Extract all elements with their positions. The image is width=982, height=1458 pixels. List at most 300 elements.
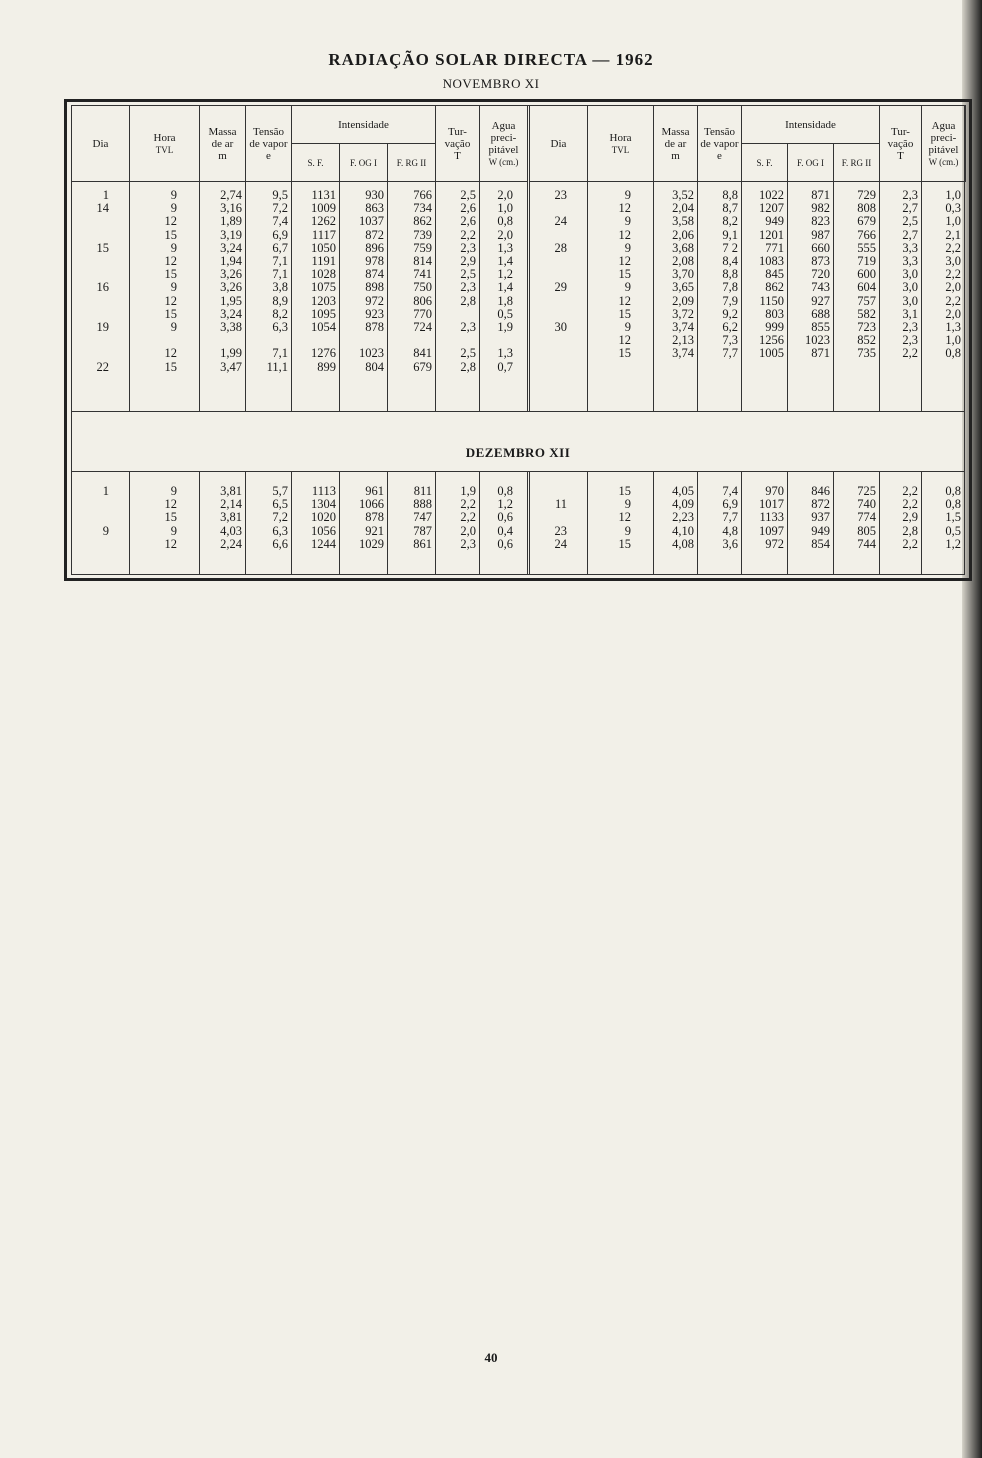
table-cell: 600	[857, 267, 876, 282]
table-cell: 978	[365, 254, 384, 269]
table-cell: 9	[624, 497, 631, 512]
table-cell: 15	[164, 227, 177, 242]
table-cell: 1022	[759, 188, 784, 202]
table-cell: 4,03	[220, 523, 242, 538]
table-cell: 3,72	[672, 306, 694, 321]
table-cell: 6,3	[272, 320, 288, 335]
table-row	[71, 268, 527, 281]
table-cell: 774	[857, 510, 876, 525]
table-cell: 899	[317, 359, 336, 374]
dezembro-right-table	[529, 485, 965, 551]
table-cell: 688	[811, 306, 830, 321]
table-row	[529, 189, 965, 202]
table-cell: 735	[857, 346, 876, 361]
half-divider	[527, 472, 528, 575]
table-cell: 3,19	[220, 227, 242, 242]
table-cell: 862	[765, 280, 784, 295]
table-cell: 2,0	[945, 306, 961, 321]
table-cell: 1201	[759, 227, 784, 242]
table-cell: 0,5	[945, 523, 961, 538]
table-cell: 2,2	[945, 293, 961, 308]
table-cell: 4,08	[672, 536, 694, 551]
table-cell	[529, 229, 587, 242]
table-row	[71, 281, 527, 294]
table-cell	[71, 334, 129, 347]
table-cell	[129, 334, 199, 347]
table-cell: 1020	[311, 510, 336, 525]
table-cell: 0,3	[945, 201, 961, 216]
table-cell: 9	[624, 280, 631, 295]
header-agua: Agua preci- pitável W (cm.)	[480, 106, 528, 182]
table-cell: 15	[164, 359, 177, 374]
table-cell	[71, 255, 129, 268]
table-row	[529, 202, 965, 215]
table-cell: 1304	[311, 497, 336, 512]
header-frg: F. RG II	[834, 144, 880, 182]
table-cell: 6,6	[272, 536, 288, 551]
table-cell: 2,23	[672, 510, 694, 525]
table-cell: 930	[365, 188, 384, 202]
table-cell: 1262	[311, 214, 336, 229]
header-hora: Hora TVL	[588, 106, 654, 182]
table-cell: 1,95	[220, 293, 242, 308]
table-cell: 9	[624, 320, 631, 335]
table-cell: 2,7	[902, 227, 918, 242]
table-cell: 2,2	[460, 497, 476, 512]
section-rule	[71, 411, 965, 412]
table-row	[529, 295, 965, 308]
table-cell: 872	[365, 227, 384, 242]
table-cell: 741	[413, 267, 432, 282]
table-cell: 1,94	[220, 254, 242, 269]
table-row	[529, 538, 965, 551]
table-cell: 8,8	[722, 188, 738, 202]
table-row	[71, 347, 527, 360]
table-cell: 3,26	[220, 267, 242, 282]
table-cell: 878	[365, 510, 384, 525]
header-turvacao: Tur- vação T	[436, 106, 480, 182]
table-cell: 770	[413, 306, 432, 321]
table-row	[529, 308, 965, 321]
table-cell: 6,9	[722, 497, 738, 512]
table-cell: 28	[554, 240, 567, 255]
table-cell: 7,1	[272, 254, 288, 269]
table-cell: 15	[164, 267, 177, 282]
table-cell: 808	[857, 201, 876, 216]
dezembro-left-table	[71, 485, 527, 551]
table-cell: 2,24	[220, 536, 242, 551]
table-cell: 3,3	[902, 240, 918, 255]
table-cell: 921	[365, 523, 384, 538]
table-cell: 729	[857, 188, 876, 202]
table-cell: 2,2	[902, 497, 918, 512]
table-cell: 2,8	[460, 293, 476, 308]
table-cell: 1,4	[497, 254, 513, 269]
table-cell: 862	[413, 214, 432, 229]
table-cell: 2,5	[460, 346, 476, 361]
table-cell: 8,4	[722, 254, 738, 269]
month-title-dezembro: DEZEMBRO XII	[465, 445, 571, 460]
header-tensao: Tensão de vapor e	[698, 106, 742, 182]
table-cell: 3,38	[220, 320, 242, 335]
table-cell: 878	[365, 320, 384, 335]
table-row	[529, 511, 965, 524]
table-cell: 766	[857, 227, 876, 242]
table-cell: 7,1	[272, 346, 288, 361]
table-cell: 4,10	[672, 523, 694, 538]
table-cell: 787	[413, 523, 432, 538]
table-row	[529, 229, 965, 242]
table-cell: 23	[554, 523, 567, 538]
table-cell: 871	[811, 188, 830, 202]
table-cell: 2,04	[672, 201, 694, 216]
table-cell: 2,3	[902, 320, 918, 335]
header-sf: S. F.	[292, 144, 340, 182]
header-fog: F. OG I	[788, 144, 834, 182]
page-number: 40	[484, 1350, 498, 1365]
table-cell	[71, 538, 129, 551]
table-cell: 660	[811, 240, 830, 255]
table-cell: 9,5	[272, 188, 288, 202]
table-cell: 845	[765, 267, 784, 282]
table-cell: 757	[857, 293, 876, 308]
month-title-novembro: NOVEMBRO XI	[442, 76, 540, 91]
table-cell: 24	[554, 214, 567, 229]
table-cell: 2,08	[672, 254, 694, 269]
table-cell: 9	[102, 523, 109, 538]
header-fog: F. OG I	[340, 144, 388, 182]
table-cell: 1133	[759, 510, 784, 525]
table-row	[71, 242, 527, 255]
table-cell	[529, 511, 587, 524]
table-cell: 604	[857, 280, 876, 295]
table-row	[71, 485, 527, 498]
table-cell: 743	[811, 280, 830, 295]
table-cell: 970	[765, 484, 784, 498]
table-cell: 2,2	[460, 510, 476, 525]
table-cell: 7 2	[722, 240, 738, 255]
table-cell: 2,2	[902, 536, 918, 551]
table-cell: 2,3	[902, 188, 918, 202]
table-cell: 972	[365, 293, 384, 308]
table-row	[71, 189, 527, 202]
table-cell: 7,3	[722, 333, 738, 348]
header-agua: Agua preci- pitável W (cm.)	[922, 106, 966, 182]
table-row	[529, 334, 965, 347]
table-cell	[71, 347, 129, 360]
table-cell: 11	[554, 497, 567, 512]
table-cell: 7,7	[722, 510, 738, 525]
table-cell: 0,8	[497, 484, 513, 498]
table-cell: 7,2	[272, 201, 288, 216]
header-turvacao: Tur- vação T	[880, 106, 922, 182]
table-cell: 14	[96, 201, 109, 216]
table-cell: 23	[554, 188, 567, 202]
table-cell: 2,3	[460, 536, 476, 551]
table-cell: 2,2	[902, 346, 918, 361]
table-cell	[921, 361, 965, 374]
table-cell: 1,8	[497, 293, 513, 308]
table-cell: 2,3	[460, 320, 476, 335]
table-cell: 2,6	[460, 201, 476, 216]
table-cell: 803	[765, 306, 784, 321]
table-cell: 724	[413, 320, 432, 335]
table-cell	[529, 334, 587, 347]
table-cell: 9	[624, 523, 631, 538]
table-cell: 0,7	[497, 359, 513, 374]
table-cell	[71, 295, 129, 308]
header-dia: Dia	[72, 106, 130, 182]
table-row	[71, 538, 527, 551]
table-cell: 0,8	[945, 346, 961, 361]
table-cell: 8,9	[272, 293, 288, 308]
table-cell: 982	[811, 201, 830, 216]
table-cell: 3,47	[220, 359, 242, 374]
table-cell: 723	[857, 320, 876, 335]
table-cell: 1,2	[945, 536, 961, 551]
table-cell: 6,7	[272, 240, 288, 255]
table-cell: 999	[765, 320, 784, 335]
table-cell: 15	[96, 240, 109, 255]
table-cell: 3,6	[722, 536, 738, 551]
table-cell: 1075	[311, 280, 336, 295]
table-cell	[697, 361, 741, 374]
table-cell: 3,58	[672, 214, 694, 229]
table-cell: 3,24	[220, 240, 242, 255]
table-cell: 972	[765, 536, 784, 551]
table-cell: 1,89	[220, 214, 242, 229]
table-cell: 2,74	[220, 188, 242, 202]
table-cell: 3,26	[220, 280, 242, 295]
table-cell: 12	[164, 346, 177, 361]
table-cell: 5,7	[272, 484, 288, 498]
table-cell	[71, 498, 129, 511]
table-cell: 2,13	[672, 333, 694, 348]
table-cell: 852	[857, 333, 876, 348]
table-cell: 12	[618, 254, 631, 269]
table-cell: 15	[618, 267, 631, 282]
table-cell	[529, 255, 587, 268]
table-cell: 771	[765, 240, 784, 255]
table-cell: 1066	[359, 497, 384, 512]
table-cell: 19	[96, 320, 109, 335]
table-cell: 2,06	[672, 227, 694, 242]
table-cell: 4,09	[672, 497, 694, 512]
table-row	[71, 295, 527, 308]
table-cell: 0,6	[497, 536, 513, 551]
table-cell: 1113	[311, 484, 336, 498]
table-cell: 927	[811, 293, 830, 308]
table-row	[71, 202, 527, 215]
table-cell: 1,2	[497, 497, 513, 512]
table-cell: 0,4	[497, 523, 513, 538]
table-cell: 846	[811, 484, 830, 498]
table-cell: 3,0	[945, 254, 961, 269]
table-row	[71, 361, 527, 374]
table-cell: 6,2	[722, 320, 738, 335]
table-cell: 1131	[311, 188, 336, 202]
table-cell: 2,2	[902, 484, 918, 498]
table-cell: 987	[811, 227, 830, 242]
table-row	[529, 215, 965, 228]
table-cell: 1017	[759, 497, 784, 512]
table-cell: 804	[365, 359, 384, 374]
table-cell: 7,4	[272, 214, 288, 229]
table-cell: 15	[618, 306, 631, 321]
table-cell: 1,0	[945, 214, 961, 229]
header-dia: Dia	[530, 106, 588, 182]
table-cell: 1276	[311, 346, 336, 361]
table-cell: 2,1	[945, 227, 961, 242]
table-cell: 8,8	[722, 267, 738, 282]
table-cell: 2,9	[902, 510, 918, 525]
table-cell: 1203	[311, 293, 336, 308]
table-cell: 3,81	[220, 484, 242, 498]
table-cell: 9	[624, 214, 631, 229]
table-cell: 12	[164, 293, 177, 308]
table-cell: 1,5	[945, 510, 961, 525]
table-cell	[833, 361, 879, 374]
table-cell: 2,5	[460, 267, 476, 282]
table-cell: 1023	[359, 346, 384, 361]
table-cell: 555	[857, 240, 876, 255]
header-intensidade: Intensidade	[292, 106, 436, 144]
table-cell: 854	[811, 536, 830, 551]
table-cell: 6,5	[272, 497, 288, 512]
table-row	[529, 498, 965, 511]
table-cell: 9	[624, 240, 631, 255]
table-cell: 1117	[311, 227, 336, 242]
table-cell: 3,52	[672, 188, 694, 202]
table-cell: 720	[811, 267, 830, 282]
table-cell: 734	[413, 201, 432, 216]
header-hora: Hora TVL	[130, 106, 200, 182]
table-cell: 3,8	[272, 280, 288, 295]
table-cell: 7,8	[722, 280, 738, 295]
table-cell: 3,24	[220, 306, 242, 321]
table-cell: 3,74	[672, 320, 694, 335]
table-cell	[529, 295, 587, 308]
table-row	[529, 268, 965, 281]
table-cell: 1	[102, 484, 109, 498]
table-cell: 2,6	[460, 214, 476, 229]
table-cell: 3,3	[902, 254, 918, 269]
table-cell: 1	[102, 188, 109, 202]
table-cell: 8,2	[722, 214, 738, 229]
table-cell: 806	[413, 293, 432, 308]
table-cell: 750	[413, 280, 432, 295]
table-row	[71, 215, 527, 228]
table-cell: 3,0	[902, 267, 918, 282]
table-cell: 12	[618, 510, 631, 525]
table-cell: 6,9	[272, 227, 288, 242]
table-cell: 1,3	[945, 320, 961, 335]
table-cell	[529, 347, 587, 360]
table-row	[529, 242, 965, 255]
table-cell: 923	[365, 306, 384, 321]
table-row	[71, 525, 527, 538]
table-cell: 12	[164, 536, 177, 551]
table-cell: 855	[811, 320, 830, 335]
table-cell: 0,8	[945, 497, 961, 512]
table-cell: 22	[96, 359, 109, 374]
table-cell: 9	[170, 523, 177, 538]
table-cell: 679	[413, 359, 432, 374]
table-cell: 12	[164, 497, 177, 512]
header-intensidade: Intensidade	[742, 106, 880, 144]
table-cell	[71, 229, 129, 242]
table-cell: 2,0	[497, 188, 513, 202]
table-cell: 863	[365, 201, 384, 216]
table-cell: 7,7	[722, 346, 738, 361]
table-cell: 7,1	[272, 267, 288, 282]
table-cell: 759	[413, 240, 432, 255]
table-cell: 15	[164, 306, 177, 321]
table-cell: 2,0	[497, 227, 513, 242]
header-sf: S. F.	[742, 144, 788, 182]
table-cell: 9,2	[722, 306, 738, 321]
table-cell: 811	[413, 484, 432, 498]
table-cell: 1097	[759, 523, 784, 538]
table-cell: 15	[618, 346, 631, 361]
table-cell: 3,65	[672, 280, 694, 295]
table-row	[71, 334, 527, 347]
table-row	[71, 511, 527, 524]
header-left	[71, 105, 528, 182]
table-cell: 872	[811, 497, 830, 512]
table-cell	[787, 361, 833, 374]
table-cell: 1023	[805, 333, 830, 348]
table-cell: 1054	[311, 320, 336, 335]
table-cell: 7,2	[272, 510, 288, 525]
table-row	[71, 229, 527, 242]
table-cell: 1028	[311, 267, 336, 282]
section-rule	[71, 471, 965, 472]
table-cell: 2,2	[945, 267, 961, 282]
table-cell: 766	[413, 188, 432, 202]
table-row	[71, 255, 527, 268]
table-cell: 7,4	[722, 484, 738, 498]
table-cell: 805	[857, 523, 876, 538]
table-cell: 873	[811, 254, 830, 269]
table-cell: 2,2	[945, 240, 961, 255]
table-cell: 1095	[311, 306, 336, 321]
table-cell: 0,8	[497, 214, 513, 229]
table-cell: 841	[413, 346, 432, 361]
table-cell: 8,7	[722, 201, 738, 216]
table-cell: 1,2	[497, 267, 513, 282]
table-row	[529, 525, 965, 538]
table-cell: 2,9	[460, 254, 476, 269]
table-cell	[529, 361, 587, 374]
header-right	[529, 105, 966, 182]
table-cell	[879, 361, 921, 374]
table-cell: 2,5	[902, 214, 918, 229]
table-cell: 1,0	[945, 188, 961, 202]
table-cell: 9	[170, 484, 177, 498]
table-cell: 1256	[759, 333, 784, 348]
table-cell: 8,2	[272, 306, 288, 321]
table-cell: 1244	[311, 536, 336, 551]
table-cell: 4,8	[722, 523, 738, 538]
table-cell: 823	[811, 214, 830, 229]
table-cell: 12	[618, 293, 631, 308]
table-cell: 0,8	[945, 484, 961, 498]
table-cell: 740	[857, 497, 876, 512]
table-cell: 2,5	[460, 188, 476, 202]
table-cell: 9,1	[722, 227, 738, 242]
table-cell: 2,14	[220, 497, 242, 512]
